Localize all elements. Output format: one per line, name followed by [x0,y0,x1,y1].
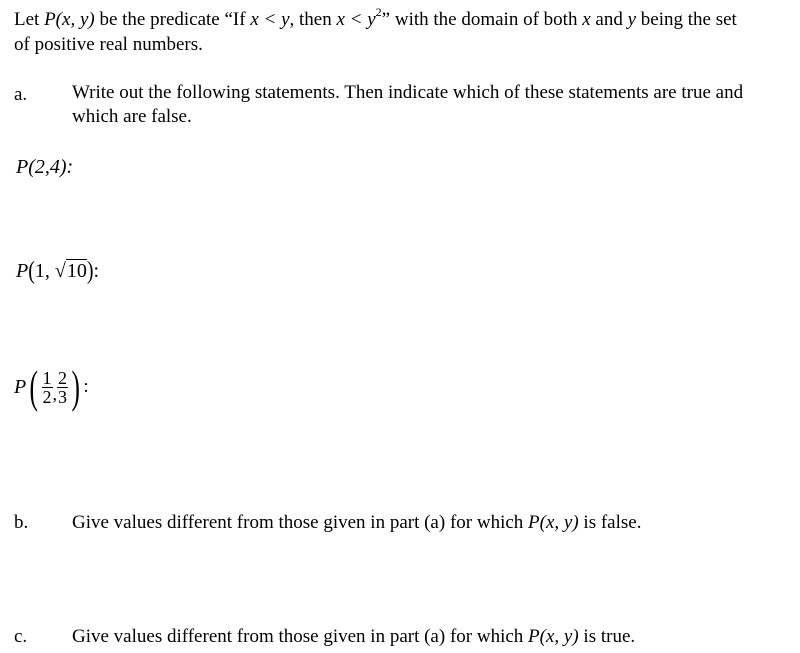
numerator: 1 [42,367,52,388]
numerator: 2 [58,367,68,388]
question-text: Give values different from those given in part (a) for which [72,626,529,647]
open-paren: ( [29,360,39,412]
part-b-question [72,512,641,534]
intro-text: and [590,9,628,30]
condition-conclusion: x < y [336,9,376,30]
condition-hypothesis: x < y [250,9,290,30]
intro-text: Let [14,9,45,30]
colon: : [83,376,89,397]
part-c-label: c. [14,626,28,647]
part-a-instruction-line-2: which are false. [72,106,192,127]
denominator: 2 [42,386,52,407]
comma: , [52,383,58,404]
question-text: Give values different from those given in part (a) for which [72,512,529,533]
close-paren: ) [71,360,80,412]
statement-p-2-4: P(2,4): [16,156,74,178]
variable-y: y [627,9,637,30]
exponent: 2 [375,5,382,19]
intro-text: ” with the domain of both [381,9,583,30]
intro-text: being the set [636,9,737,30]
predicate-name: P(x, y) [528,512,579,533]
radicand: 10 [66,260,87,282]
part-a-instruction-line-1: Write out the following statements. Then indicate which of these statements are true and [72,82,744,103]
intro-line-2: of positive real numbers. [14,34,203,55]
close-paren: ) [86,257,94,285]
question-text: is true. [578,626,636,647]
predicate-name: P(x, y) [528,626,579,647]
predicate-symbol: P [14,375,27,398]
fraction-one-half [42,369,53,406]
statement-p-half-two-thirds [14,357,89,417]
intro-text: , then [289,9,337,30]
question-text: is false. [578,512,642,533]
predicate-name: P(x, y) [44,9,95,30]
part-a-label: a. [14,84,28,105]
statement-p-1-sqrt10 [16,257,100,285]
variable-x: x [582,9,591,30]
argument-x: 1, [34,260,55,282]
part-b-label: b. [14,512,29,533]
intro-text: be the predicate “If [94,9,251,30]
colon: : [93,260,100,282]
open-paren: ( [28,257,35,285]
part-c-question [72,626,635,648]
predicate-symbol: P [16,260,29,282]
denominator: 3 [58,386,68,407]
sqrt-sign: √ [54,260,66,282]
fraction-two-thirds [57,369,68,406]
intro-line-1 [14,5,737,31]
